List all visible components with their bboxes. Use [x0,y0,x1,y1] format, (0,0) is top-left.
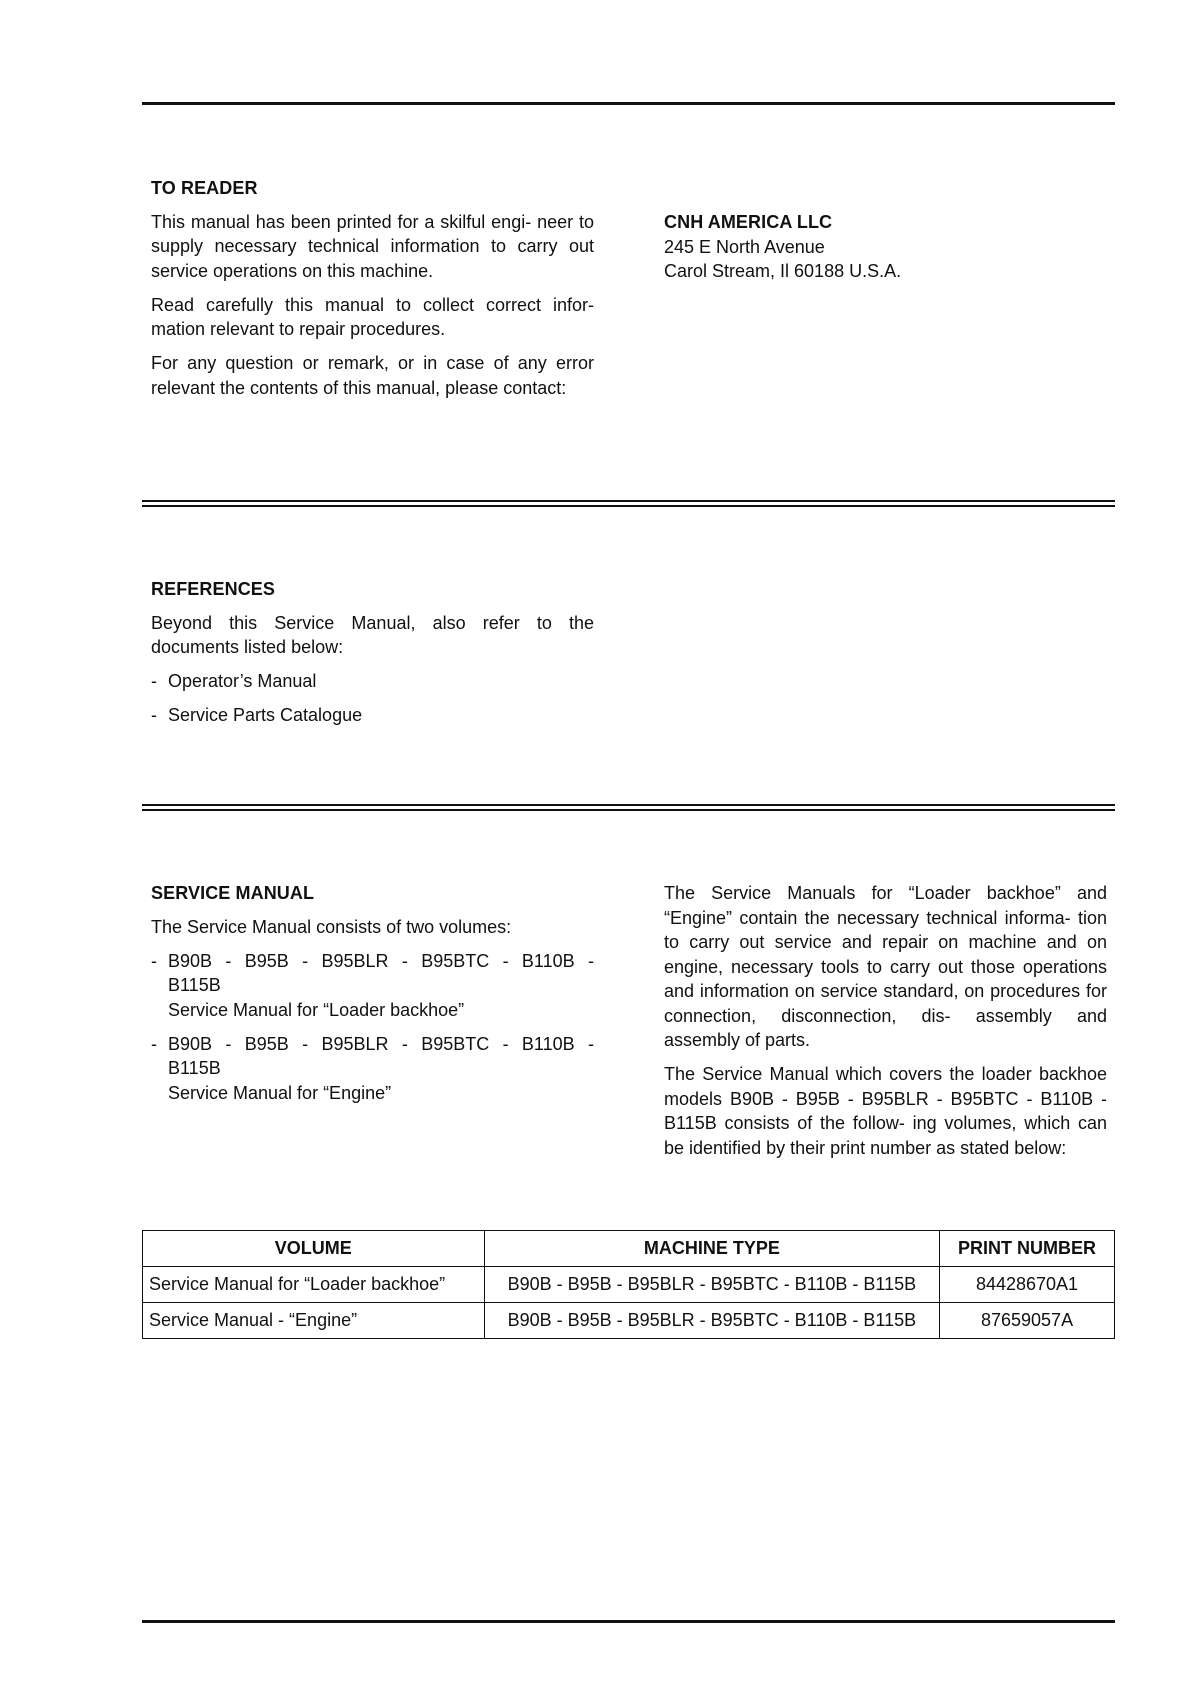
print-number-cell: 87659057A [940,1303,1115,1339]
list-item: - Service Parts Catalogue [151,705,363,725]
column-header: VOLUME [143,1231,485,1267]
address-line: 245 E North Avenue [664,236,825,257]
column-header: MACHINE TYPE [484,1231,939,1267]
to-reader-paragraph: For any question or remark, or in case of any error relevant the contents of this manual, please contact: [151,353,594,398]
service-manual-section [151,881,594,1115]
machine-type-cell: B90B - B95B - B95BLR - B95BTC - B110B - B115B [484,1267,939,1303]
column-header: PRINT NUMBER [940,1231,1115,1267]
table-row [143,1303,1115,1339]
list-item: - Operator’s Manual [151,671,317,691]
print-number-cell: 84428670A1 [940,1267,1115,1303]
contact-address [664,210,1107,284]
section-divider [142,500,1115,507]
service-manual-intro: The Service Manual consists of two volumes: [151,916,512,937]
volume-cell: Service Manual for “Loader backhoe” [143,1267,485,1303]
address-line: Carol Stream, Il 60188 U.S.A. [664,261,902,281]
list-item: - B90B - B95B - B95BLR - B95BTC - B110B - B115B Service Manual for “Loader backhoe” [151,950,594,1020]
to-reader-paragraph: This manual has been printed for a skilful engi- neer to supply necessary technical information to carry out service operations on this machine. [151,211,594,281]
to-reader-heading: TO READER [151,178,258,198]
service-manual-heading: SERVICE MANUAL [151,883,315,903]
service-manual-description [664,881,1107,1170]
to-reader-paragraph: Read carefully this manual to collect correct infor- mation relevant to repair procedures. [151,294,594,339]
volume-cell: Service Manual - “Engine” [143,1303,485,1339]
table-header-row [143,1231,1115,1267]
references-section [151,577,594,737]
top-rule [142,102,1115,105]
company-name: CNH AMERICA LLC [664,212,833,232]
description-paragraph: The Service Manuals for “Loader backhoe” and “Engine” contain the necessary technical informa- tion to carry out service and repair on machine and on engine, necessary tools to carry out those operations and information on service standard, on procedures for connection, disconnection, dis- assembly and assembly of parts. [664,883,1107,1050]
to-reader-section [151,176,594,410]
references-intro: Beyond this Service Manual, also refer to the documents listed below: [151,612,594,657]
references-heading: REFERENCES [151,579,276,599]
table-row [143,1267,1115,1303]
machine-type-cell: B90B - B95B - B95BLR - B95BTC - B110B - B115B [484,1303,939,1339]
list-item: - B90B - B95B - B95BLR - B95BTC - B110B - B115B Service Manual for “Engine” [151,1033,594,1103]
volumes-table [142,1230,1115,1339]
description-paragraph: The Service Manual which covers the loader backhoe models B90B - B95B - B95BLR - B95BTC - B110B - B115B consists of the follow- ing volumes, which can be identified by their print number as stated below: [664,1064,1107,1158]
section-divider [142,804,1115,811]
bottom-rule [142,1620,1115,1623]
volumes-list [151,949,594,1106]
references-list [151,669,594,728]
